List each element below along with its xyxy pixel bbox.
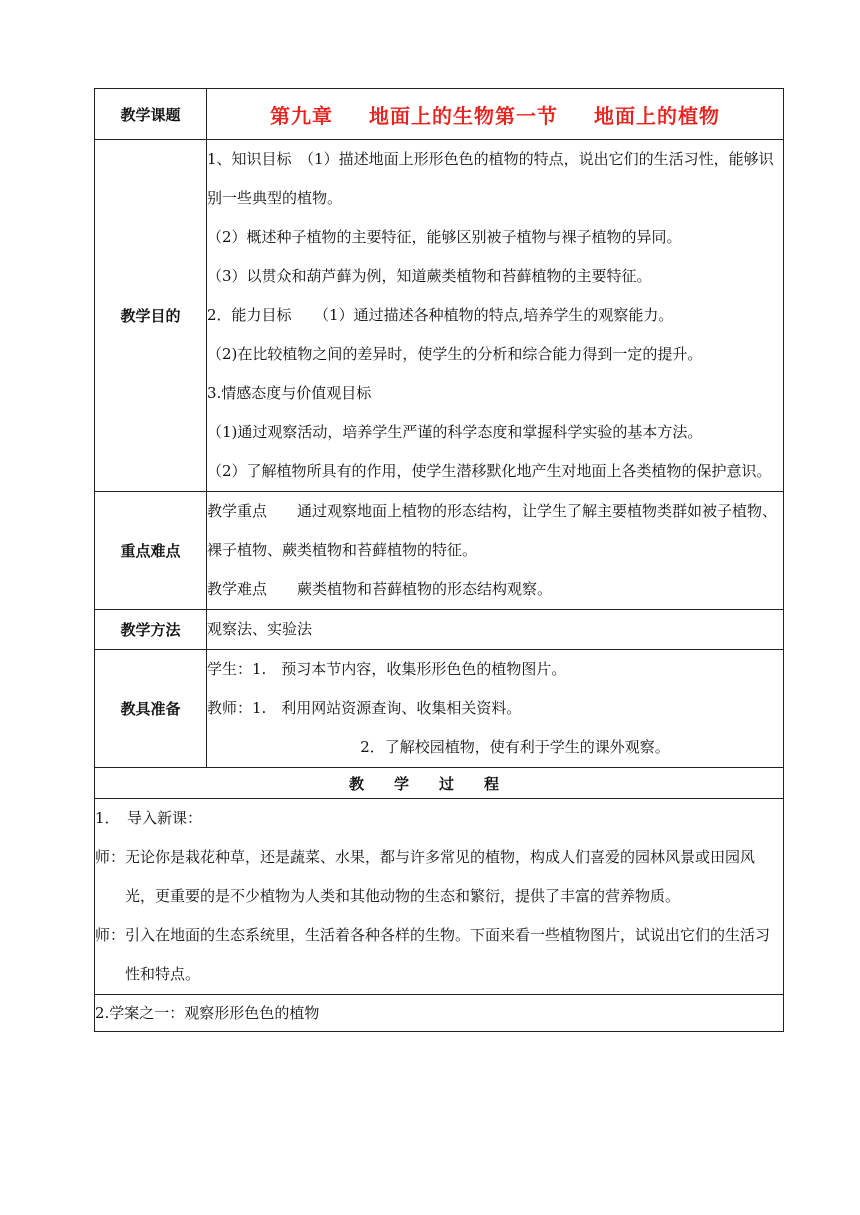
lesson-title-section: 地面上的生物第一节: [369, 103, 558, 128]
preparation-line: 学生：1. 预习本节内容，收集形形色色的植物图片。: [207, 660, 567, 678]
objective-line: 3.情感态度与价值观目标: [207, 384, 372, 402]
objectives-content: [207, 140, 784, 492]
key-points-content: [207, 492, 784, 610]
process-case-row: [95, 995, 784, 1032]
preparation-content: [207, 650, 784, 768]
objective-line: （2）概述种子植物的主要特征，能够区别被子植物与裸子植物的异同。: [207, 228, 682, 246]
objectives-label: 教学目的: [95, 140, 207, 492]
lesson-title: [207, 89, 784, 140]
case-heading: 2.学案之一：观察形形色色的植物: [95, 995, 784, 1032]
objective-line: 2．能力目标 （1）通过描述各种植物的特点,培养学生的观察能力。: [207, 306, 674, 324]
process-intro-row: [95, 799, 784, 995]
preparation-line: 教师：1. 利用网站资源查询、收集相关资料。: [207, 699, 522, 717]
process-title-row: [95, 768, 784, 799]
teacher-paragraph: 师：引入在地面的生态系统里，生活着各种各样的生物。下面来看一些植物图片，试说出它们的生活习性和特点。: [95, 926, 771, 983]
process-intro: [95, 799, 784, 995]
objectives-row: [95, 140, 784, 492]
methods-row: [95, 610, 784, 650]
intro-heading: 1． 导入新课：: [95, 809, 203, 827]
key-points-row: [95, 492, 784, 610]
objective-line: （3）以贯众和葫芦藓为例，知道蕨类植物和苔藓植物的主要特征。: [207, 267, 652, 285]
teacher-paragraph: 师：无论你是栽花种草，还是蔬菜、水果，都与许多常见的植物，构成人们喜爱的园林风景或田园风光，更重要的是不少植物为人类和其他动物的生态和繁衍，提供了丰富的营养物质。: [95, 848, 756, 905]
lesson-title-chapter: 第九章: [270, 103, 333, 128]
title-label: 教学课题: [95, 89, 207, 140]
objective-line: （2)在比较植物之间的差异时，使学生的分析和综合能力得到一定的提升。: [207, 345, 703, 363]
preparation-row: [95, 650, 784, 768]
process-title: 教学过程: [95, 768, 784, 799]
objective-line: （1)通过观察活动，培养学生严谨的科学态度和掌握科学实验的基本方法。: [207, 423, 703, 441]
methods-content: 观察法、实验法: [207, 610, 784, 650]
methods-label: 教学方法: [95, 610, 207, 650]
lesson-plan-table: [94, 88, 784, 1032]
objective-line: （2）了解植物所具有的作用，使学生潜移默化地产生对地面上各类植物的保护意识。: [207, 462, 772, 480]
title-row: [95, 89, 784, 140]
lesson-title-topic: 地面上的植物: [594, 103, 720, 128]
objective-line: 1、知识目标 （1）描述地面上形形色色的植物的特点，说出它们的生活习性，能够识别一些典型的植物。: [207, 150, 774, 207]
difficulty-line: 教学难点 蕨类植物和苔藓植物的形态结构观察。: [207, 580, 553, 598]
key-points-label: 重点难点: [95, 492, 207, 610]
preparation-line: 2．了解校园植物，使有利于学生的课外观察。: [360, 738, 670, 756]
key-point-line: 教学重点 通过观察地面上植物的形态结构，让学生了解主要植物类群如被子植物、裸子植物、蕨类植物和苔藓植物的特征。: [207, 502, 778, 559]
preparation-label: 教具准备: [95, 650, 207, 768]
